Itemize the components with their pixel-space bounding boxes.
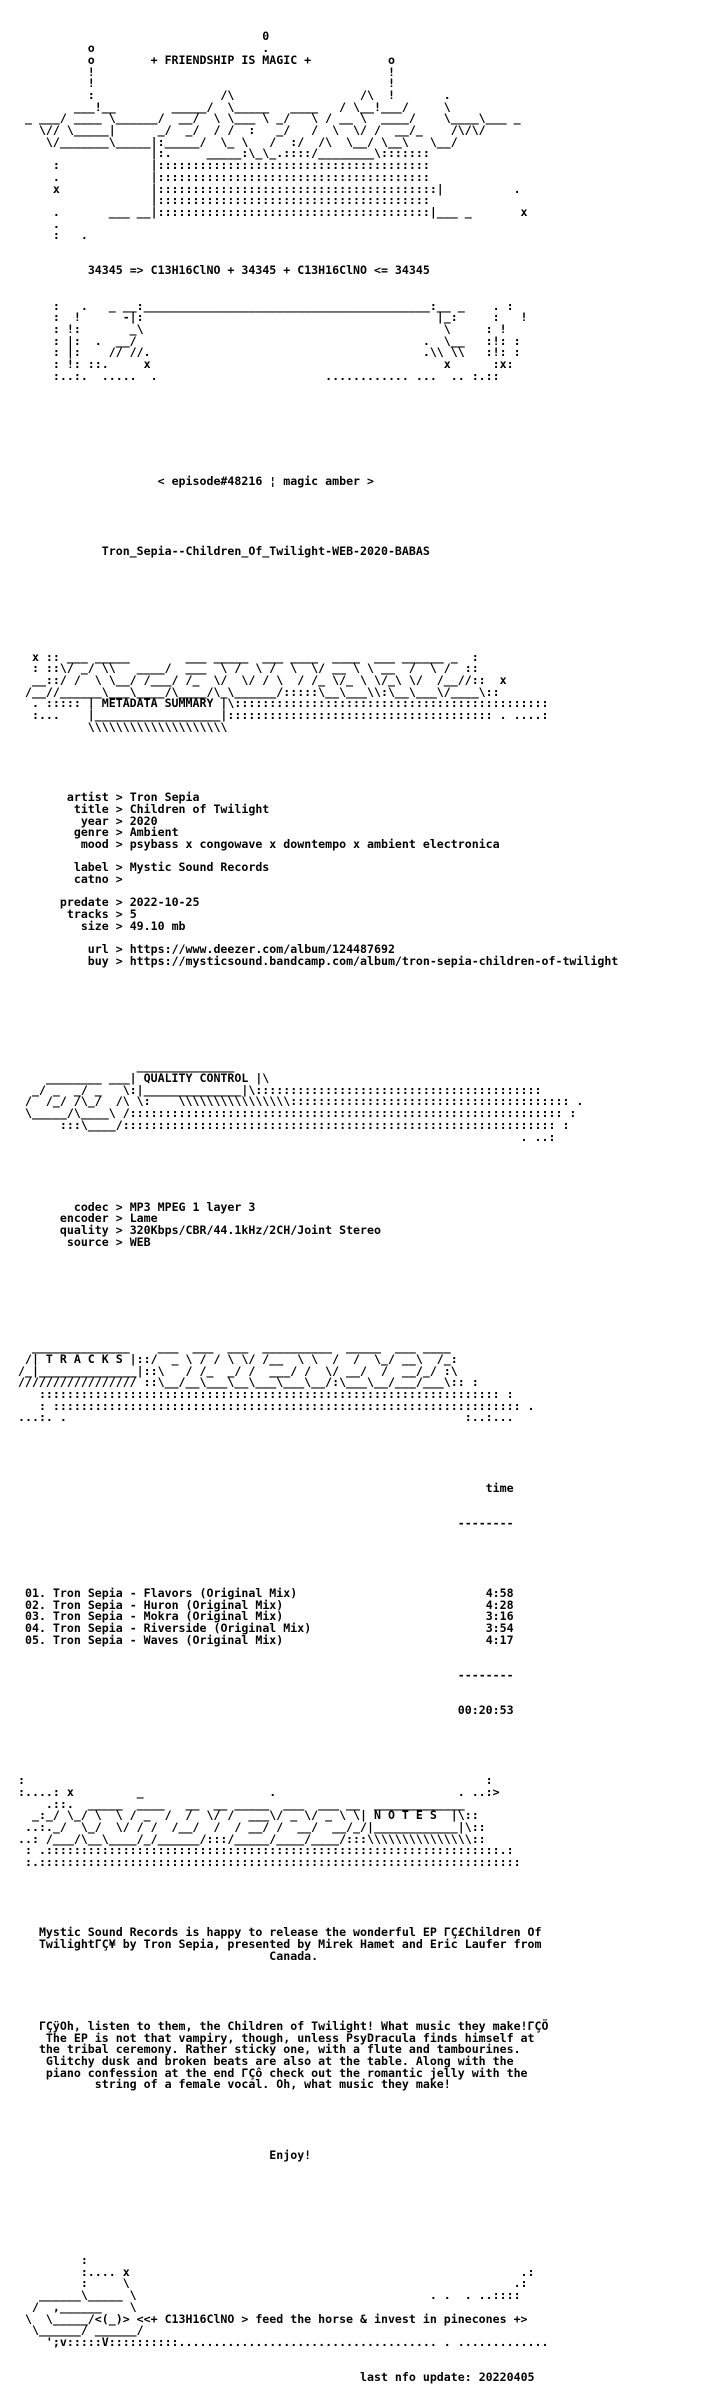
track-number: 04.	[24, 1621, 46, 1636]
quality-source: WEB	[129, 1234, 151, 1249]
track-name: Tron Sepia - Waves (Original Mix)	[52, 1632, 284, 1647]
separator-top: --------	[457, 1515, 514, 1530]
header-formula-line	[18, 265, 718, 277]
formula-text: 34345 => C13H16ClNO + 34345 + C13H16ClNO <= 34345	[87, 263, 430, 278]
last-update-line	[18, 2372, 718, 2384]
track-time: 4:58	[485, 1585, 514, 1600]
notes-paragraph-1: Mystic Sound Records is happy to release the wonderful EP ΓÇ£Children Of TwilightΓÇ¥ by Tron Sepia, presented by Mirek Hamet and Eric Laufer from Canada.	[38, 1925, 542, 1963]
total-time: 00:20:53	[457, 1702, 514, 1717]
track-time: 4:28	[485, 1597, 514, 1612]
track-name: Tron Sepia - Mokra (Original Mix)	[52, 1609, 284, 1624]
track-name: Tron Sepia - Huron (Original Mix)	[52, 1597, 284, 1612]
header-ascii-art: 0 o . o + FRIENDSHIP IS MAGIC + o ! ! ! ! : /\ /\ ! . ___!__ _____/ \_____ ____ / \__!___/ \ _ ___/ ____ \______/ __/ \ \___ \ _/ \ / __ \ ____/ \____\___ _ \// \_____| _/ _/ / / : _/ / \ \/ / __/_ /\/\/ \/_______\_____|:_____/ \_ \ / :/ /\ \__/ \__\ \__/ |:. _____:\_\_.::::/________\::::::: : |::::::::::::::::::::::::::::::::::::::: . |::::::::::::::::::::::::::::::::::::::: x |::::::::::::::::::::::::::::::::::::::::| . |::::::::::::::::::::::::::::::::::::::: . ___ __|:::::::::::::::::::::::::::::::::::::::|___ _ x . : .	[24, 29, 528, 243]
tracklist-total	[18, 1702, 718, 1717]
release-name: Tron_Sepia--Children_Of_Twilight-WEB-2020-BABAS	[101, 544, 430, 559]
track-number: 03.	[24, 1609, 46, 1624]
meta-label: Mystic Sound Records	[129, 860, 270, 875]
quality-codec: MP3 MPEG 1 layer 3	[129, 1199, 256, 1214]
quality-section-art: ______________ ________ ___| QUALITY CONTROL |\ _/ _ _/ _ \:|______________|\::::::::::::::::::::::::::::::::::::::::: / /_/ /\_/ /\ \: \\\\\\\\\\\\\\\\:::::::::::::::::::::::::::::::::::::::: . \_____/\____\ /:::::::::::::::::::::::::::::::::::::::::::::::::::::::::::::: : :::\____/:::::::::::::::::::::::::::::::::::::::::::::::::::::::::::::: : . ..:	[24, 1059, 584, 1144]
time-header: time	[485, 1480, 514, 1495]
episode-line	[18, 476, 718, 488]
meta-year: 2020	[129, 813, 158, 828]
tracks-section-art: ______________ ___ ___ ___ __________ _____ ___ ____ /| T R A C K S |::/ _ \ / / \ \/ /__ \ \ / / \_/ __\ /_: /_|______________|::\ / /_ _/ / ___/ / \/ __/ / __/_/ :\ ///////////////// ::\__/__\___\__\___\___\__/:\___\__/___/___\:: : :::::::::::::::::::::::::::::::::::::::::::::::::::::::::::::::::: : : ::::::::::::::::::::::::::::::::::::::::::::::::::::::::::::::::::: . ...:. . :..:...	[18, 1340, 535, 1425]
track-number: 01.	[24, 1585, 46, 1600]
quality-encoder: Lame	[129, 1211, 158, 1226]
track-number: 02.	[24, 1597, 46, 1612]
separator-bottom: --------	[457, 1667, 514, 1682]
notes-section-art: : : :....: x _ . . ..:> .::. _____ ____ __ __ _____ ___ ___ __ _____________ _:_/ \_/ \ \ / _ / / \/ / ___\/ _ \/ _ \ \| N O T E S |\:: ..:._/ \_/ \/ / / /__/ / / __/ / __/ __/_/|____________|\:: ..: /___/\__\____/_/______/:::/_____/____/____/:::\\\\\\\\\\\\\\\:: : .:::::::::::::::::::::::::::::::::::::::::::::::::::::::::::::::::.: :.:::::::::::::::::::::::::::::::::::::::::::::::::::::::::::::::::::::	[18, 1773, 521, 1870]
track-name: Tron Sepia - Flavors (Original Mix)	[52, 1585, 298, 1600]
track-time: 3:54	[485, 1621, 514, 1636]
quality-list: codec > MP3 MPEG 1 layer 3 encoder > Lame quality > 320Kbps/CBR/44.1kHz/2CH/Joint Stereo source > WEB	[18, 1199, 381, 1249]
track-time: 4:17	[485, 1632, 514, 1647]
meta-tracks: 5	[129, 907, 137, 922]
track-row	[18, 1633, 514, 1647]
meta-title: Children of Twilight	[129, 801, 270, 816]
meta-mood: psybass x congowave x downtempo x ambient electronica	[129, 836, 500, 851]
meta-artist: Tron Sepia	[129, 790, 200, 805]
meta-buy-link[interactable]: https://mysticsound.bandcamp.com/album/tron-sepia-children-of-twilight	[129, 953, 619, 968]
meta-genre: Ambient	[129, 825, 179, 840]
meta-predate: 2022-10-25	[129, 895, 200, 910]
tracklist-separator-top	[18, 1515, 718, 1530]
meta-url-link[interactable]: https://www.deezer.com/album/124487692	[129, 942, 395, 957]
tracklist-separator-bottom	[18, 1667, 718, 1682]
track-time: 3:16	[485, 1609, 514, 1624]
notes-enjoy: Enjoy!	[269, 2147, 312, 2162]
nfo-document	[18, 8, 718, 2395]
release-name-line	[18, 546, 718, 558]
metadata-list: artist > Tron Sepia title > Children of Twilight year > 2020 genre > Ambient mood > psybass x congowave x downtempo x ambient electronica label > Mystic Sound Records catno > predate > 2022-10-25 tracks > 5 size > 49.10 mb url > https://www.deezer.com/album/124487692 buy > https://mysticsound.bandcamp.com/album/tron-sepia-children-of-twilight	[18, 790, 619, 968]
header-ascii-art-lower: : . _ __:_________________________________________:__ _ . : : ! -|: |_: : ! : !: _\ \ : ! : |: . __/ . \__ :!: : : |: // //. .\\ \\ :!: : : !: ::. x x :x: :..:. ..... . ............ ... .. :.::	[52, 298, 528, 383]
metadata-section-art: x :: ___ _____ ___ _____ ___ ____ ____ ___ ______ _ : : ::\/ _/ \\ ____/ ___ \ / \ / \ \/ __ \ \ __ / \ / :: __::/ / \ \__/ /___/ /_ \/ \/ / \ / /_ \/_ \ \/_\ \/ /__//:: x /__//______\___\____/\____/\_\______/:::::\__\___\\:\__\___\/____\:: . ::::: | METADATA SUMMARY |\::::::::::::::::::::::::::::::::::::::::::::: :... |__________________|:::::::::::::::::::::::::::::::::::::: . ....: \\\\\\\\\\\\\\\\\\\\	[24, 649, 549, 734]
episode-text: < episode#48216 ¦ magic amber >	[157, 474, 374, 489]
quality-quality: 320Kbps/CBR/44.1kHz/2CH/Joint Stereo	[129, 1223, 381, 1238]
last-update: last nfo update: 20220405	[360, 2370, 535, 2385]
notes-enjoy-line	[18, 2147, 718, 2162]
track-name: Tron Sepia - Riverside (Original Mix)	[52, 1621, 312, 1636]
meta-size: 49.10 mb	[129, 918, 186, 933]
tracklist-time-header	[18, 1480, 718, 1495]
notes-paragraph-2: ΓÇÿOh, listen to them, the Children of Twilight! What music they make!ΓÇÖ The EP is not that vampiry, though, unless PsyDracula finds himself at the tribal ceremony. Rather sticky one, with a flute and tambourines. Glitchy dusk and broken beats are also at the table. Along with the piano confession at the end ΓÇô check out the romantic jelly with the string of a female vocal. Oh, what music they make!	[38, 2018, 549, 2092]
tracklist	[18, 1585, 718, 1647]
track-number: 05.	[24, 1632, 46, 1647]
footer-ascii-art: : :.... x .: : \ .: ______\_____ \ . . . ..:::: / ,______ \ \ \_____/<(_)> <<+ C13H16ClNO > feed the horse & invest in pinecones +> \______/ ______/ ';v:::::V::::::::::..................................... . .............	[24, 2253, 549, 2349]
